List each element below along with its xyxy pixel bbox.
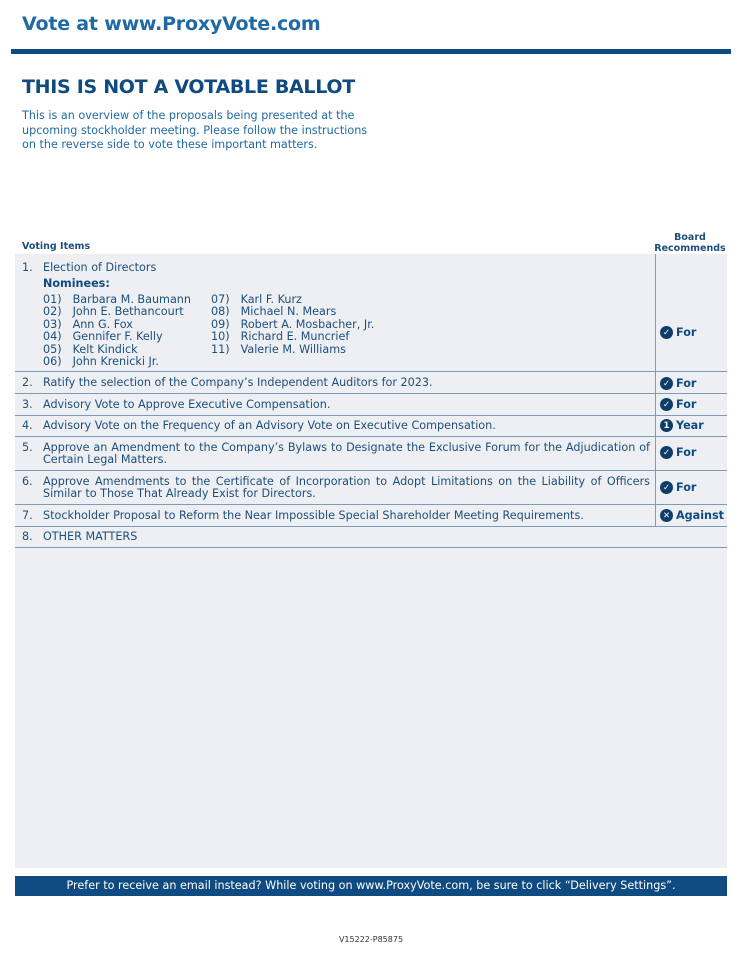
number-one-circle-icon: 1	[660, 419, 673, 432]
recommendation-6	[660, 481, 696, 494]
recommendation-label: For	[676, 481, 697, 494]
recommendation-5	[660, 446, 696, 459]
recommendation-4	[660, 419, 704, 432]
row-divider	[15, 371, 727, 372]
recommendation-label: For	[676, 326, 697, 339]
item-number: 6.	[22, 475, 33, 488]
nominee: 08) Michael N. Mears	[211, 305, 337, 319]
nominee: 01) Barbara M. Baumann	[43, 293, 191, 306]
x-circle-icon: ✕	[660, 509, 673, 522]
row-divider	[15, 393, 727, 394]
item-text: Approve an Amendment to the Company’s Bylaws to Designate the Exclusive Forum for the Adjudication of Certain Legal Matters.	[43, 441, 650, 466]
item-text: OTHER MATTERS	[43, 530, 138, 543]
column-header-voting-items: Voting Items	[22, 241, 91, 252]
item-number: 4.	[22, 419, 33, 432]
nominee: 09) Robert A. Mosbacher, Jr.	[211, 317, 375, 331]
nominee: 02) John E. Bethancourt	[43, 305, 184, 319]
item-number: 5.	[22, 441, 33, 454]
nominees-label: Nominees:	[43, 277, 110, 290]
recommendation-label: For	[676, 446, 697, 459]
item-number: 8.	[22, 530, 33, 543]
page-title: THIS IS NOT A VOTABLE BALLOT	[22, 76, 355, 98]
recommendation-2	[660, 377, 696, 390]
recommendation-label: Against	[676, 509, 725, 522]
nominee: 10) Richard E. Muncrief	[211, 330, 350, 344]
nominee: 07) Karl F. Kurz	[211, 293, 302, 306]
row-divider	[15, 547, 727, 548]
row-divider	[15, 470, 727, 471]
item-text: Approve Amendments to the Certificate of Incorporation to Adopt Limitations on the Liability of Officers Similar to Those That Already Exist for Directors.	[43, 475, 650, 500]
recommendation-7	[660, 509, 724, 522]
row-divider	[15, 415, 727, 416]
nominee: 11) Valerie M. Williams	[211, 342, 346, 356]
item-number: 3.	[22, 398, 33, 411]
recommendation-label: Year	[676, 419, 704, 432]
item-text: Stockholder Proposal to Reform the Near Impossible Special Shareholder Meeting Requirements.	[43, 509, 584, 522]
row-divider	[15, 504, 727, 505]
header-rule	[11, 49, 731, 54]
row-divider	[15, 436, 727, 437]
check-circle-icon: ✓	[660, 481, 673, 494]
intro-text: This is an overview of the proposals being presented at the upcoming stockholder meeting. Please follow the instructions on the reverse side to vote these important matters.	[22, 109, 368, 151]
item-text: Ratify the selection of the Company’s Independent Auditors for 2023.	[43, 376, 433, 389]
delivery-settings-notice: Prefer to receive an email instead? While voting on www.ProxyVote.com, be sure to click “Delivery Settings”.	[15, 876, 727, 896]
nominees-column-2	[211, 294, 374, 356]
item-number: 1.	[22, 261, 33, 274]
item-text: Advisory Vote on the Frequency of an Advisory Vote on Executive Compensation.	[43, 419, 496, 432]
recommendation-label: For	[676, 377, 697, 390]
recommendation-1	[660, 326, 696, 339]
recommendation-3	[660, 398, 696, 411]
header-site-link[interactable]: Vote at www.ProxyVote.com	[22, 13, 321, 35]
nominee: 06) John Krenicki Jr.	[43, 355, 159, 369]
check-circle-icon: ✓	[660, 326, 673, 339]
row-divider	[15, 526, 727, 527]
nominee: 04) Gennifer F. Kelly	[43, 330, 163, 344]
nominee: 03) Ann G. Fox	[43, 317, 133, 331]
item-number: 7.	[22, 509, 33, 522]
item-number: 2.	[22, 376, 33, 389]
item-text: Election of Directors	[43, 261, 157, 274]
check-circle-icon: ✓	[660, 398, 673, 411]
recommendation-label: For	[676, 398, 697, 411]
column-header-board-recommends: Board Recommends	[654, 232, 726, 254]
item-text: Advisory Vote to Approve Executive Compensation.	[43, 398, 331, 411]
check-circle-icon: ✓	[660, 377, 673, 390]
document-code: V15222-P85875	[338, 935, 404, 944]
nominees-column-1	[43, 294, 191, 368]
column-divider	[655, 254, 656, 526]
nominee: 05) Kelt Kindick	[43, 342, 138, 356]
check-circle-icon: ✓	[660, 446, 673, 459]
